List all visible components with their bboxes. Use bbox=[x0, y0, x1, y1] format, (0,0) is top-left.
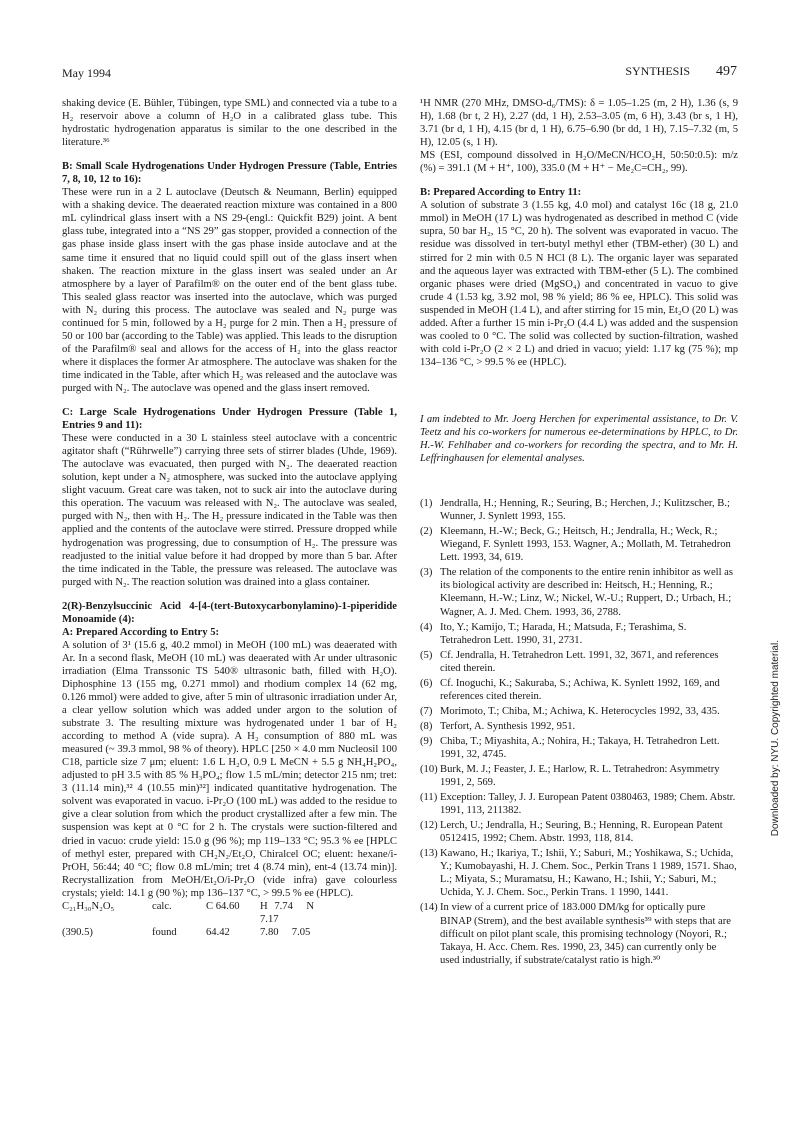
paragraph-nmr: ¹H NMR (270 MHz, DMSO-d₆/TMS): δ = 1.05–1.25 (m, 2 H), 1.36 (s, 9 H), 1.68 (br t, 2 H), 2.27 (dd, 1 H), 2.53–3.05 (m, 6 H), 3.43 (br s, 1 H), 3.71 (br d, 1 H), 4.15 (br d, 1 H), 6.75–6.90 (br dd, 1 H), 7.15–7.32 (m, 5 H), 12.05 (s, 1 H). bbox=[420, 98, 738, 149]
left-column bbox=[62, 97, 397, 939]
reference-number: (9) bbox=[420, 735, 433, 747]
analysis-calc-c: C 64.60 bbox=[206, 900, 240, 912]
reference-text: Terfort, A. Synthesis 1992, 951. bbox=[440, 720, 576, 732]
reference-item bbox=[420, 525, 738, 564]
analysis-found-n: 7.05 bbox=[291, 926, 311, 938]
running-header-right bbox=[625, 64, 737, 80]
reference-number: (10) bbox=[420, 764, 438, 776]
reference-number: (3) bbox=[420, 567, 433, 579]
reference-number: (5) bbox=[420, 649, 433, 661]
reference-item bbox=[420, 791, 738, 817]
reference-item bbox=[420, 720, 738, 733]
reference-text: Cf. Inoguchi, K.; Sakuraba, S.; Achiwa, K. Synlett 1992, 169, and references cited therein. bbox=[440, 677, 720, 702]
reference-item bbox=[420, 901, 738, 966]
reference-number: (4) bbox=[420, 621, 433, 633]
reference-item bbox=[420, 566, 738, 618]
reference-text: In view of a current price of 183.000 DM/kg for optically pure BINAP (Strem), and the best available synthesis³⁹ with steps that are difficult on pilot plant scale, this promising technology (Noyori, R.; Takaya, H. Acc. Chem. Res. 1990, 23, 345) can currently only be used industrially, if substrate/catalyst ratio is high.³⁰ bbox=[440, 902, 731, 966]
reference-text: Kawano, H.; Ikariya, T.; Ishii, Y.; Saburi, M.; Yoshikawa, S.; Uchida, Y.; Kumobayashi, H. J. Chem. Soc., Perkin Trans 1 1989, 1571. Shao, L.; Miyata, S.; Muramatsu, H.; Kawano, H.; Ishii, Y.; Saburi, M.; Uchida, Y. J. Chem. Soc., Perkin Trans. 1 1990, 1441. bbox=[440, 848, 737, 899]
reference-number: (7) bbox=[420, 705, 433, 717]
reference-list bbox=[420, 497, 738, 967]
paragraph-method-c: These were conducted in a 30 L stainless steel autoclave with a concentric agitator shaft (“Rührwelle”) carrying three sets of stirrer blades (Uhde, 1969). The autoclave was evacuated, then purged with N₂. The deaerated reaction solution, kept under a N₂ atmosphere, was sucked into the autoclave applying slight vacuum. Great care was taken, not to suck air into the autoclave during this operation. The vacuum was released with N₂. The autoclave was sealed, purged with N₂, then with H₂. The H₂ pressure indicated in the Table was then applied and the contents of the autoclave were stirred. Pressure dropped while hydrogenation was progressing, due to consumption of H₂. The pressure was readjusted to the initial value before it had dropped by more than 5 bar. After the time indicated in the Table, the pressure was released. The autoclave was purged with N₂. The reaction solution was drained into a glass container. bbox=[62, 433, 397, 588]
reference-number: (14) bbox=[420, 902, 438, 914]
reference-item bbox=[420, 497, 738, 523]
analysis-found-hn bbox=[260, 926, 314, 939]
reference-text: Exception: Talley, J. J. European Patent 0380463, 1989; Chem. Abstr. 1991, 113, 211382. bbox=[440, 792, 736, 817]
reference-text: Lerch, U.; Jendralla, H.; Seuring, B.; Henning, R. European Patent 0512415, 1992; Chem. Abstr. 1993, 118, 814. bbox=[440, 820, 723, 845]
reference-number: (1) bbox=[420, 498, 433, 510]
reference-text: Chiba, T.; Miyashita, A.; Nohira, H.; Takaya, H. Tetrahedron Lett. 1991, 32, 4745. bbox=[440, 735, 720, 760]
reference-item bbox=[420, 677, 738, 703]
analysis-calc-label: calc. bbox=[152, 900, 172, 912]
reference-text: Jendralla, H.; Henning, R.; Seuring, B.; Herchen, J.; Kulitzscher, B.; Wunner, J. Synlett 1993, 155. bbox=[440, 498, 730, 523]
heading-compound-4: 2(R)-Benzylsuccinic Acid 4-[4-(tert-Butoxycarbonylamino)-1-piperidide Monoamide (4): bbox=[62, 600, 397, 625]
paragraph-ms: MS (ESI, compound dissolved in H₂O/MeCN/HCO₂H, 50:50:0.5): m/z (%) = 391.1 (M + H⁺, 100), 335.0 (M + H⁺ − Me₂C=CH₂, 99). bbox=[420, 150, 738, 175]
reference-item bbox=[420, 621, 738, 647]
reference-text: Kleemann, H.-W.; Beck, G.; Heitsch, H.; Jendralla, H.; Weck, R.; Wiegand, F. Synlett 1993, 153. Wagner, A.; Mollath, M. Tetrahedron Lett. 1993, 34, 619. bbox=[440, 526, 731, 564]
paragraph-prep-b: A solution of substrate 3 (1.55 kg, 4.0 mol) and catalyst 16c (18 g, 21.0 mmol) in MeOH (17 L) was hydrogenated as described in method C (vide supra, 50 bar H₂, 15 °C, 20 h). The solvent was evaporated in vacuo. The residue was dissolved in tert-butyl methyl ether (TBM-ether) (30 L) and stirred for 2 min with 0.5 N HCl (8 L). The organic layer was separated and the aqueous layer was extracted with TBM-ether (5 L). The combined organic phases were dried (MgSO₄) and concentrated in vacuo to give crude 4 (1.53 kg, 3.92 mol, 98 % yield; 86 % ee, HPLC). This solid was suspended in MeOH (1.4 L), and after stirring for 15 min, Et₂O (20 L) was added. After a further 15 min i-Pr₂O (4.4 L) was added and the suspension was cooled to 0 °C. The solid was collected by suction-filtration, washed with cold i-Pr₂O (2 × 2 L) and dried in vacuo; yield: 1.17 kg (75 %); mp 134–136 °C, > 99.5 % ee (HPLC). bbox=[420, 200, 738, 368]
reference-item bbox=[420, 819, 738, 845]
heading-prep-a: A: Prepared According to Entry 5: bbox=[62, 626, 220, 638]
reference-item bbox=[420, 705, 738, 718]
reference-number: (8) bbox=[420, 720, 433, 732]
right-column bbox=[420, 97, 738, 969]
heading-prep-b: B: Prepared According to Entry 11: bbox=[420, 187, 582, 199]
reference-text: Morimoto, T.; Chiba, M.; Achiwa, K. Heterocycles 1992, 33, 435. bbox=[440, 705, 720, 717]
reference-text: Burk, M. J.; Feaster, J. E.; Harlow, R. L. Tetrahedron: Asymmetry 1991, 2, 569. bbox=[440, 764, 720, 789]
reference-item bbox=[420, 735, 738, 761]
acknowledgement: I am indebted to Mr. Joerg Herchen for experimental assistance, to Dr. V. Teetz and his co-workers for numerous ee-determinations by HPLC, to Dr. H.-W. Fehlhaber and co-workers for recording the spectra, and to Mr. H. Leffringhausen for elemental analyses. bbox=[420, 413, 738, 465]
reference-item bbox=[420, 847, 738, 899]
heading-method-b: B: Small Scale Hydrogenations Under Hydrogen Pressure (Table, Entries 7, 8, 10, 12 to 16): bbox=[62, 161, 397, 186]
reference-number: (6) bbox=[420, 677, 433, 689]
analysis-formula: C₂₁H₃₀N₂O₅ bbox=[62, 900, 115, 912]
elemental-analysis bbox=[62, 900, 397, 939]
reference-text: The relation of the components to the entire renin inhibitor as well as its biological activity are described in: Heitsch, H.; Henning, R.; Kleemann, H.-W.; Linz, W.; Nickel, W.-U.; Ruppert, D.; Urbach, H.; Wagner, A. J. Med. Chem. 1993, 36, 2788. bbox=[440, 567, 734, 618]
analysis-mw: (390.5) bbox=[62, 926, 93, 938]
reference-text: Cf. Jendralla, H. Tetrahedron Lett. 1991, 32, 3671, and references cited therein. bbox=[440, 649, 719, 674]
reference-item bbox=[420, 649, 738, 675]
download-watermark: Downloaded by: NYU. Copyrighted material. bbox=[770, 640, 781, 837]
analysis-calc-n: N 7.17 bbox=[260, 900, 314, 925]
paragraph-prep-a: A solution of 3¹ (15.6 g, 40.2 mmol) in MeOH (100 mL) was deaerated with Ar. In a second flask, MeOH (10 mL) was deaerated with Ar under ultrasonic irradiation (Elma Transsonic TS 540® ultrasonic bath, filled with H₂O). Diphosphine 13 (155 mg, 0.271 mmol) and rhodium complex 14 (62 mg, 0.126 mmol) were added to give, after 5 min of ultrasonic irradiation under Ar, a clear yellow solution which was added under argon to the solution of substrate 3. The resulting mixture was hydrogenated under 1 bar of H₂ according to method A (vide supra). A H₂ consumption of 880 mL was measured (~ 39.3 mmol, 98 % of theory). HPLC [250 × 4.0 mm Nucleosil 100 C18, particle size 7 μm; eluent: 1.6 L H₂O, 0.9 L MeCN + 5.5 g NH₄H₂PO₄, adjusted to pH 3.5 with 85 % H₃PO₄; flow 1.5 mL/min; detector 215 nm; tret: 3 (11.14 min),³² 4 (10.55 min)³²] indicated quantitative hydrogenation. The solvent was evaporated in vacuo. i-Pr₂O (100 mL) was added to the residue to give a clear solution from which the product crystallized after a few min. The suspension was kept at 0 °C for 2 h. The crystals were suction-filtered and dried in vacuo: crude yield: 15.0 g (96 %); mp 119–133 °C; 95.3 % ee [HPLC of methyl ester, prepared with CH₂N₂/Et₂O, Chiralcel OC; eluent: hexane/i-PrOH, 56:44; 40 °C; flow 0.8 mL/min; tret 4 (8.74 min), ent-4 (13.74 min)]. Recrystallization from MeOH/Et₂O/i-Pr₂O (vide infra) gave colourless crystals; yield: 14.1 g (90 %); mp 136–137 °C, > 99.5 % ee (HPLC). bbox=[62, 639, 397, 899]
reference-text: Ito, Y.; Kamijo, T.; Harada, H.; Matsuda, F.; Terashima, S. Tetrahedron Lett. 1990, 31, 2731. bbox=[440, 621, 687, 646]
reference-number: (2) bbox=[420, 526, 433, 538]
analysis-calc-hn bbox=[260, 900, 314, 926]
analysis-found-h: 7.80 bbox=[260, 926, 279, 938]
analysis-found-label: found bbox=[152, 926, 177, 938]
paragraph-method-b: These were run in a 2 L autoclave (Deutsch & Neumann, Berlin) equipped with a shaking device. The deaerated reaction mixture was contained in a 800 mL cylindrical glass insert with a NS 29-(engl.: Quickfit B29) joint. A bent glass tube, integrated into a “NS 29” gas stopper, provided a connection of the gas phase inside glass insert with the gas phase inside autoclave and at the same time it ensured that no liquid could spill out of the glass insert when shaken. The reaction mixture in the glass insert was sealed under an Ar atmosphere by a layer of Parafilm® on the outer end of the bent glass tube. This sealed glass reactor was inserted into the autoclave, which was purged with N₂ during this process. The autoclave was sealed and N₂ purge was continued for 5 min, followed by a H₂ purge for 2 min. Then a H₂ pressure of 50 or 100 bar (according to the Table) was applied. This leads to the disruption of the Parafilm® seal and allows for the access of H₂ into the glass reactor where it displaces the former Ar atmosphere. The autoclave was shaken for the time indicated in the Table, after which H₂ was released and the autoclave was purged with N₂. The autoclave was opened and the glass insert removed. bbox=[62, 187, 397, 394]
analysis-calc-h: H 7.74 bbox=[260, 900, 293, 912]
reference-number: (13) bbox=[420, 848, 438, 860]
page-number: 497 bbox=[716, 64, 737, 79]
heading-method-c: C: Large Scale Hydrogenations Under Hydrogen Pressure (Table 1, Entries 9 and 11): bbox=[62, 407, 397, 432]
paragraph-hydrostatic: shaking device (E. Bühler, Tübingen, type SML) and connected via a tube to a H₂ reservoir above a column of H₂O in a calibrated glass tube. This hydrostatic hydrogenation apparatus is similar to the one described in the literature.³⁶ bbox=[62, 98, 397, 149]
reference-number: (11) bbox=[420, 792, 438, 804]
reference-item bbox=[420, 763, 738, 789]
running-header-left: May 1994 bbox=[62, 66, 111, 80]
analysis-found-c: 64.42 bbox=[206, 926, 230, 938]
reference-number: (12) bbox=[420, 820, 438, 832]
journal-name: SYNTHESIS bbox=[625, 64, 690, 78]
